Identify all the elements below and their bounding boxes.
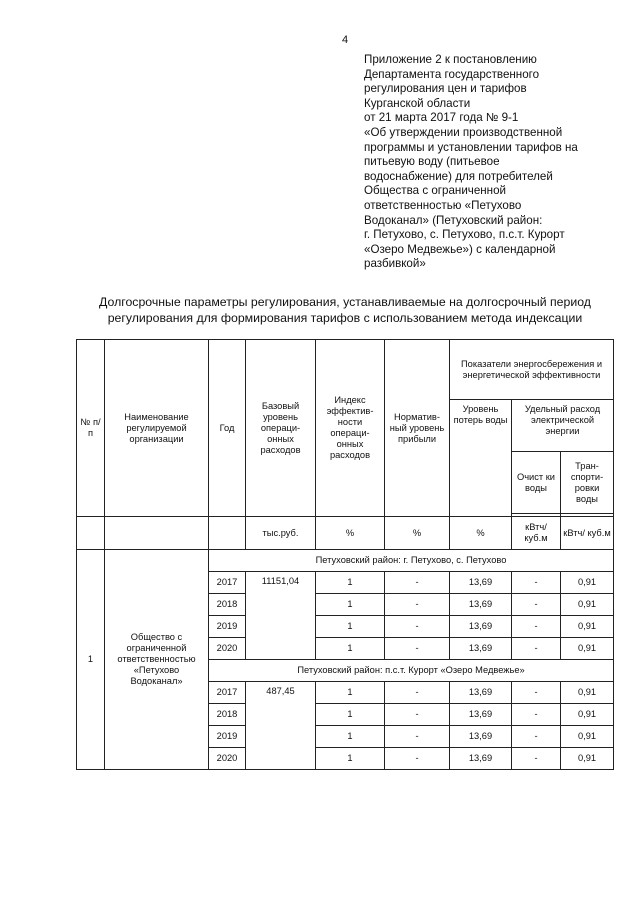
water-losses-value: 13,69 — [450, 594, 512, 616]
unit-cell — [105, 517, 209, 550]
year-cell: 2017 — [209, 682, 246, 704]
profit-level-value: - — [385, 682, 450, 704]
header-specific-consumption: Удельный расход электрической энергии — [512, 400, 614, 452]
efficiency-index-value: 1 — [316, 572, 385, 594]
profit-level-value: - — [385, 638, 450, 660]
efficiency-index-value: 1 — [316, 704, 385, 726]
year-cell: 2018 — [209, 594, 246, 616]
year-cell: 2017 — [209, 572, 246, 594]
appendix-line: ответственностью «Петухово — [364, 198, 522, 212]
profit-level-value: - — [385, 748, 450, 770]
header-number: № п/п — [77, 340, 105, 517]
header-transport: Тран-спорти-ровки воды — [561, 452, 614, 514]
transport-value: 0,91 — [561, 616, 614, 638]
document-title — [70, 294, 620, 326]
efficiency-index-value: 1 — [316, 726, 385, 748]
cleaning-value: - — [512, 638, 561, 660]
water-losses-value: 13,69 — [450, 704, 512, 726]
unit-cell — [209, 517, 246, 550]
efficiency-index-value: 1 — [316, 682, 385, 704]
profit-level-value: - — [385, 572, 450, 594]
year-cell: 2019 — [209, 726, 246, 748]
unit-cell — [77, 517, 105, 550]
appendix-line: Департамента государственного — [364, 67, 540, 81]
header-profit-level: Норматив-ный уровень прибыли — [385, 340, 450, 517]
page-number: 4 — [342, 34, 349, 46]
appendix-line: Приложение 2 к постановлению — [364, 53, 537, 66]
year-cell: 2020 — [209, 748, 246, 770]
appendix-line: г. Петухово, с. Петухово, п.с.т. Курорт — [364, 228, 565, 242]
unit-cleaning: кВтч/ куб.м — [512, 517, 561, 550]
unit-water-losses: % — [450, 517, 512, 550]
water-losses-value: 13,69 — [450, 572, 512, 594]
header-water-losses: Уровень потерь воды — [450, 400, 512, 517]
unit-base-level: тыс.руб. — [246, 517, 316, 550]
cleaning-value: - — [512, 748, 561, 770]
profit-level-value: - — [385, 616, 450, 638]
cleaning-value: - — [512, 572, 561, 594]
unit-transport: кВтч/ куб.м — [561, 517, 614, 550]
appendix-line: программы и установлении тарифов на — [364, 140, 578, 154]
cleaning-value: - — [512, 704, 561, 726]
appendix-line: Водоканал» (Петуховский район: — [364, 213, 543, 227]
appendix-line: разбивкой» — [364, 257, 426, 271]
title-line: Долгосрочные параметры регулирования, устанавливаемые на долгосрочный период — [99, 295, 591, 309]
cleaning-value: - — [512, 594, 561, 616]
water-losses-value: 13,69 — [450, 748, 512, 770]
appendix-line: регулирования цен и тарифов — [364, 82, 527, 96]
cleaning-value: - — [512, 616, 561, 638]
year-cell: 2018 — [209, 704, 246, 726]
appendix-line: питьевую воду (питьевое — [364, 155, 500, 169]
unit-efficiency-index: % — [316, 517, 385, 550]
region-label: Петуховский район: г. Петухово, с. Петухово — [209, 550, 614, 572]
profit-level-value: - — [385, 726, 450, 748]
base-level-value: 11151,04 — [246, 572, 316, 660]
appendix-line: водоснабжение) для потребителей — [364, 169, 553, 183]
water-losses-value: 13,69 — [450, 616, 512, 638]
water-losses-value: 13,69 — [450, 638, 512, 660]
appendix-line: «Озеро Медвежье») с календарной — [364, 242, 556, 256]
efficiency-index-value: 1 — [316, 748, 385, 770]
appendix-line: от 21 марта 2017 года № 9-1 — [364, 111, 519, 125]
header-year: Год — [209, 340, 246, 517]
base-level-value: 487,45 — [246, 682, 316, 770]
header-organization: Наименование регулируемой организации — [105, 340, 209, 517]
efficiency-index-value: 1 — [316, 638, 385, 660]
transport-value: 0,91 — [561, 726, 614, 748]
profit-level-value: - — [385, 594, 450, 616]
organization-name: Общество с ограниченной ответственностью «Петухово Водоканал» — [105, 550, 209, 770]
parameters-table — [76, 339, 614, 770]
header-base-level: Базовый уровень операци-онных расходов — [246, 340, 316, 517]
water-losses-value: 13,69 — [450, 682, 512, 704]
cleaning-value: - — [512, 726, 561, 748]
unit-profit-level: % — [385, 517, 450, 550]
appendix-line: Общества с ограниченной — [364, 184, 507, 198]
appendix-header — [364, 53, 624, 272]
transport-value: 0,91 — [561, 572, 614, 594]
year-cell: 2020 — [209, 638, 246, 660]
row-number: 1 — [77, 550, 105, 770]
water-losses-value: 13,69 — [450, 726, 512, 748]
year-cell: 2019 — [209, 616, 246, 638]
transport-value: 0,91 — [561, 704, 614, 726]
appendix-line: Курганской области — [364, 96, 471, 110]
transport-value: 0,91 — [561, 594, 614, 616]
header-energy-group: Показатели энергосбережения и энергетической эффективности — [450, 340, 614, 400]
header-cleaning: Очист ки воды — [512, 452, 561, 514]
cleaning-value: - — [512, 682, 561, 704]
efficiency-index-value: 1 — [316, 594, 385, 616]
transport-value: 0,91 — [561, 748, 614, 770]
transport-value: 0,91 — [561, 638, 614, 660]
title-line: регулирования для формирования тарифов с использованием метода индексации — [107, 311, 583, 325]
region-label: Петуховский район: п.с.т. Курорт «Озеро Медвежье» — [209, 660, 614, 682]
header-efficiency-index: Индекс эффектив-ности операци-онных расходов — [316, 340, 385, 517]
efficiency-index-value: 1 — [316, 616, 385, 638]
transport-value: 0,91 — [561, 682, 614, 704]
appendix-line: «Об утверждении производственной — [364, 125, 563, 139]
profit-level-value: - — [385, 704, 450, 726]
